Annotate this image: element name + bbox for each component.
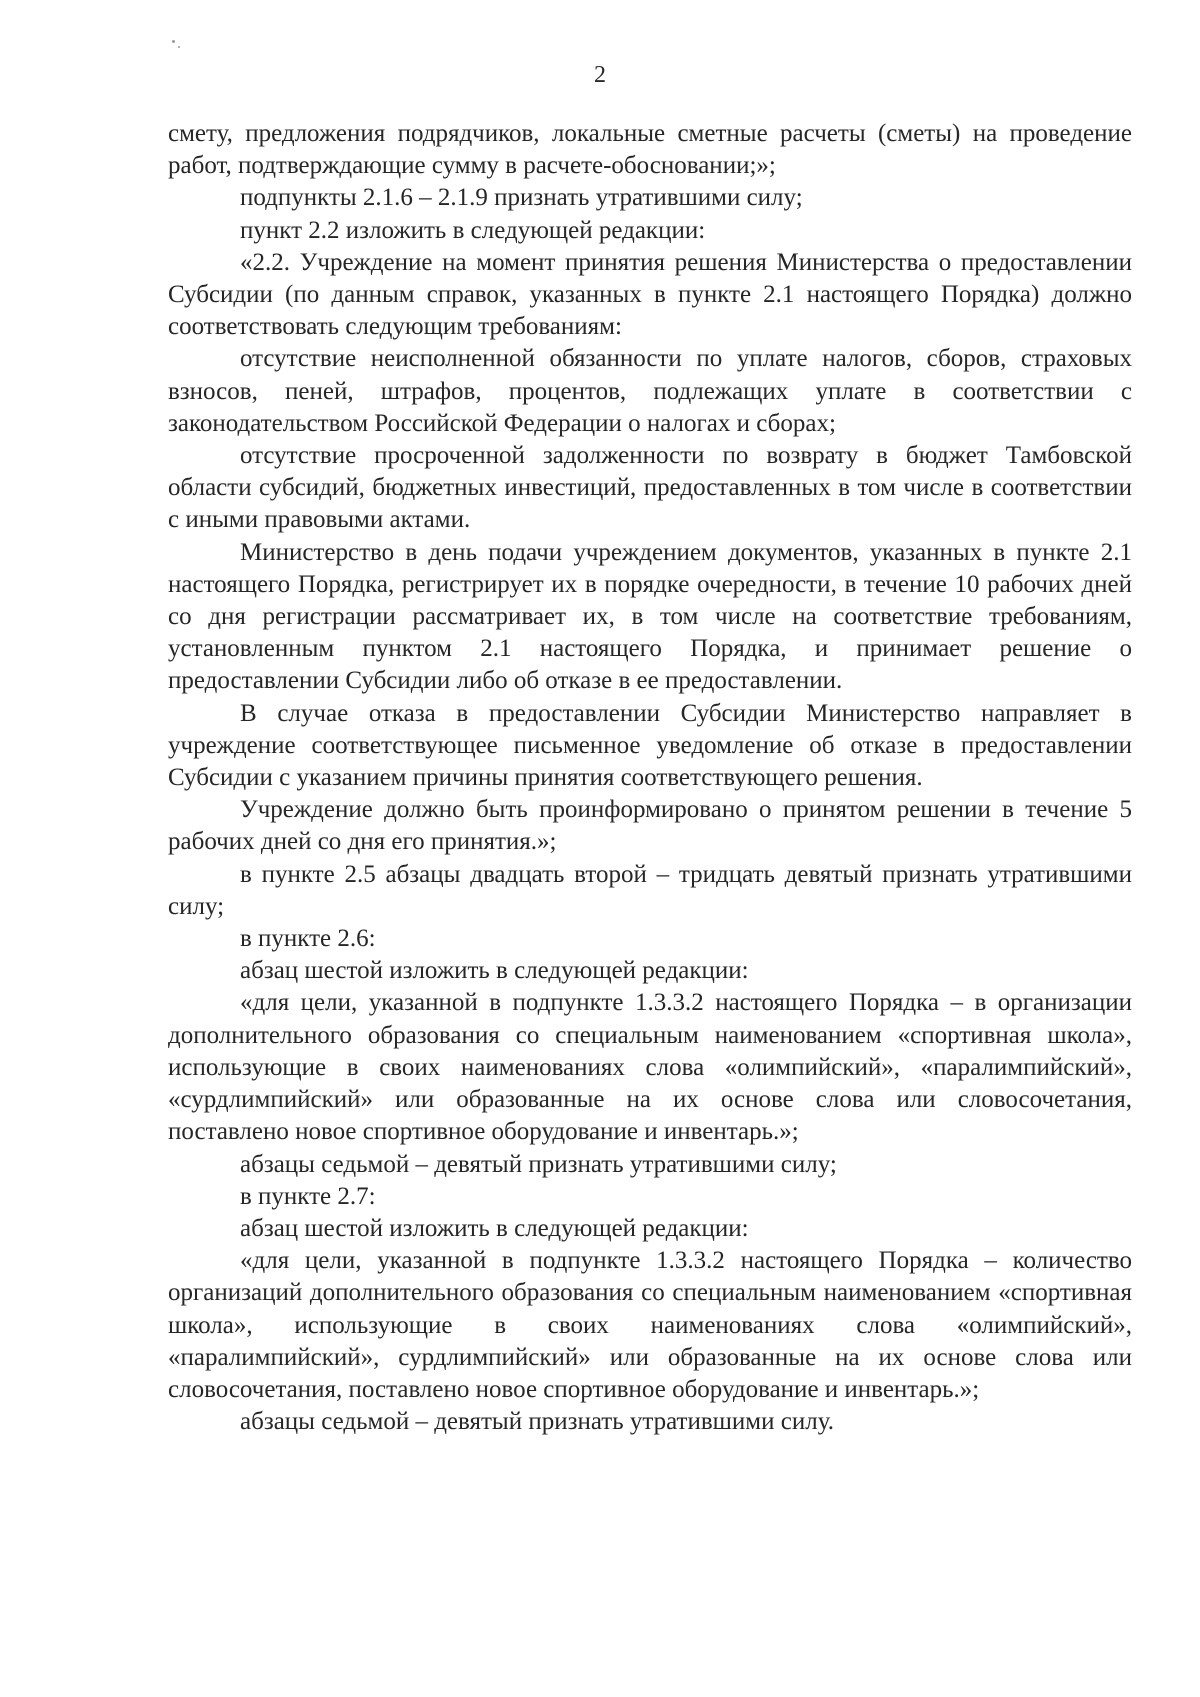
paragraph: подпункты 2.1.6 – 2.1.9 признать утратившими силу; (240, 184, 803, 212)
paragraph: отсутствие просроченной задолженности по возврату в бюджет Тамбовской области субсидий, бюджетных инвестиций, предоставленных в том числе в соответствии с иными правовыми актами. (168, 442, 1132, 534)
paragraph: Министерство в день подачи учреждением документов, указанных в пункте 2.1 настоящего Порядка, регистрирует их в порядке очередности, в течение 10 рабочих дней со дня регистрации рассматривает их, в том числе на соответствие требованиям, установленным пунктом 2.1 настоящего Порядка, и принимает решение о предоставлении Субсидии либо об отказе в ее предоставлении. (168, 538, 1132, 695)
paragraph: абзацы седьмой – девятый признать утратившими силу; (240, 1150, 837, 1178)
scan-speck (178, 46, 180, 48)
paragraph: «для цели, указанной в подпункте 1.3.3.2 настоящего Порядка – в организации дополнительного образования со специальным наименованием «спортивная школа», использующие в своих наименованиях слова «олимпийский», «паралимпийский», «сурдлимпийский» или образованные на их основе слова или словосочетания, поставлено новое спортивное оборудование и инвентарь.»; (168, 989, 1132, 1146)
paragraph: «2.2. Учреждение на момент принятия решения Министерства о предоставлении Субсидии (по данным справок, указанных в пункте 2.1 настоящего Порядка) должно соответствовать следующим требованиям: (168, 248, 1132, 341)
scan-speck (172, 40, 175, 43)
paragraph: абзацы седьмой – девятый признать утратившими силу. (240, 1408, 834, 1436)
paragraph: пункт 2.2 изложить в следующей редакции: (240, 216, 706, 244)
page-number: 2 (594, 62, 606, 88)
paragraph: В случае отказа в предоставлении Субсидии Министерство направляет в учреждение соответствующее письменное уведомление об отказе в предоставлении Субсидии с указанием причины принятия соответствующего решения. (168, 699, 1132, 792)
paragraph: отсутствие неисполненной обязанности по уплате налогов, сборов, страховых взносов, пеней, штрафов, процентов, подлежащих уплате в соответствии с законодательством Российской Федерации о налогах и сборах; (168, 345, 1132, 437)
paragraph: в пункте 2.7: (240, 1182, 376, 1210)
paragraph: абзац шестой изложить в следующей редакции: (240, 1214, 749, 1242)
paragraph: абзац шестой изложить в следующей редакции: (240, 957, 749, 985)
document-body (168, 118, 1132, 1438)
paragraph: Учреждение должно быть проинформировано о принятом решении в течение 5 рабочих дней со дня его принятия.»; (168, 796, 1132, 856)
paragraph: «для цели, указанной в подпункте 1.3.3.2 настоящего Порядка – количество организаций дополнительного образования со специальным наименованием «спортивная школа», использующие в своих наименованиях слова «олимпийский», «паралимпийский», сурдлимпийский» или образованные на их основе слова или словосочетания, поставлено новое спортивное оборудование и инвентарь.»; (168, 1247, 1132, 1403)
paragraph: смету, предложения подрядчиков, локальные сметные расчеты (сметы) на проведение работ, подтверждающие сумму в расчете-обосновании;»; (168, 120, 1132, 180)
paragraph: в пункте 2.5 абзацы двадцать второй – тридцать девятый признать утратившими силу; (168, 860, 1132, 920)
paragraph: в пункте 2.6: (240, 925, 376, 953)
